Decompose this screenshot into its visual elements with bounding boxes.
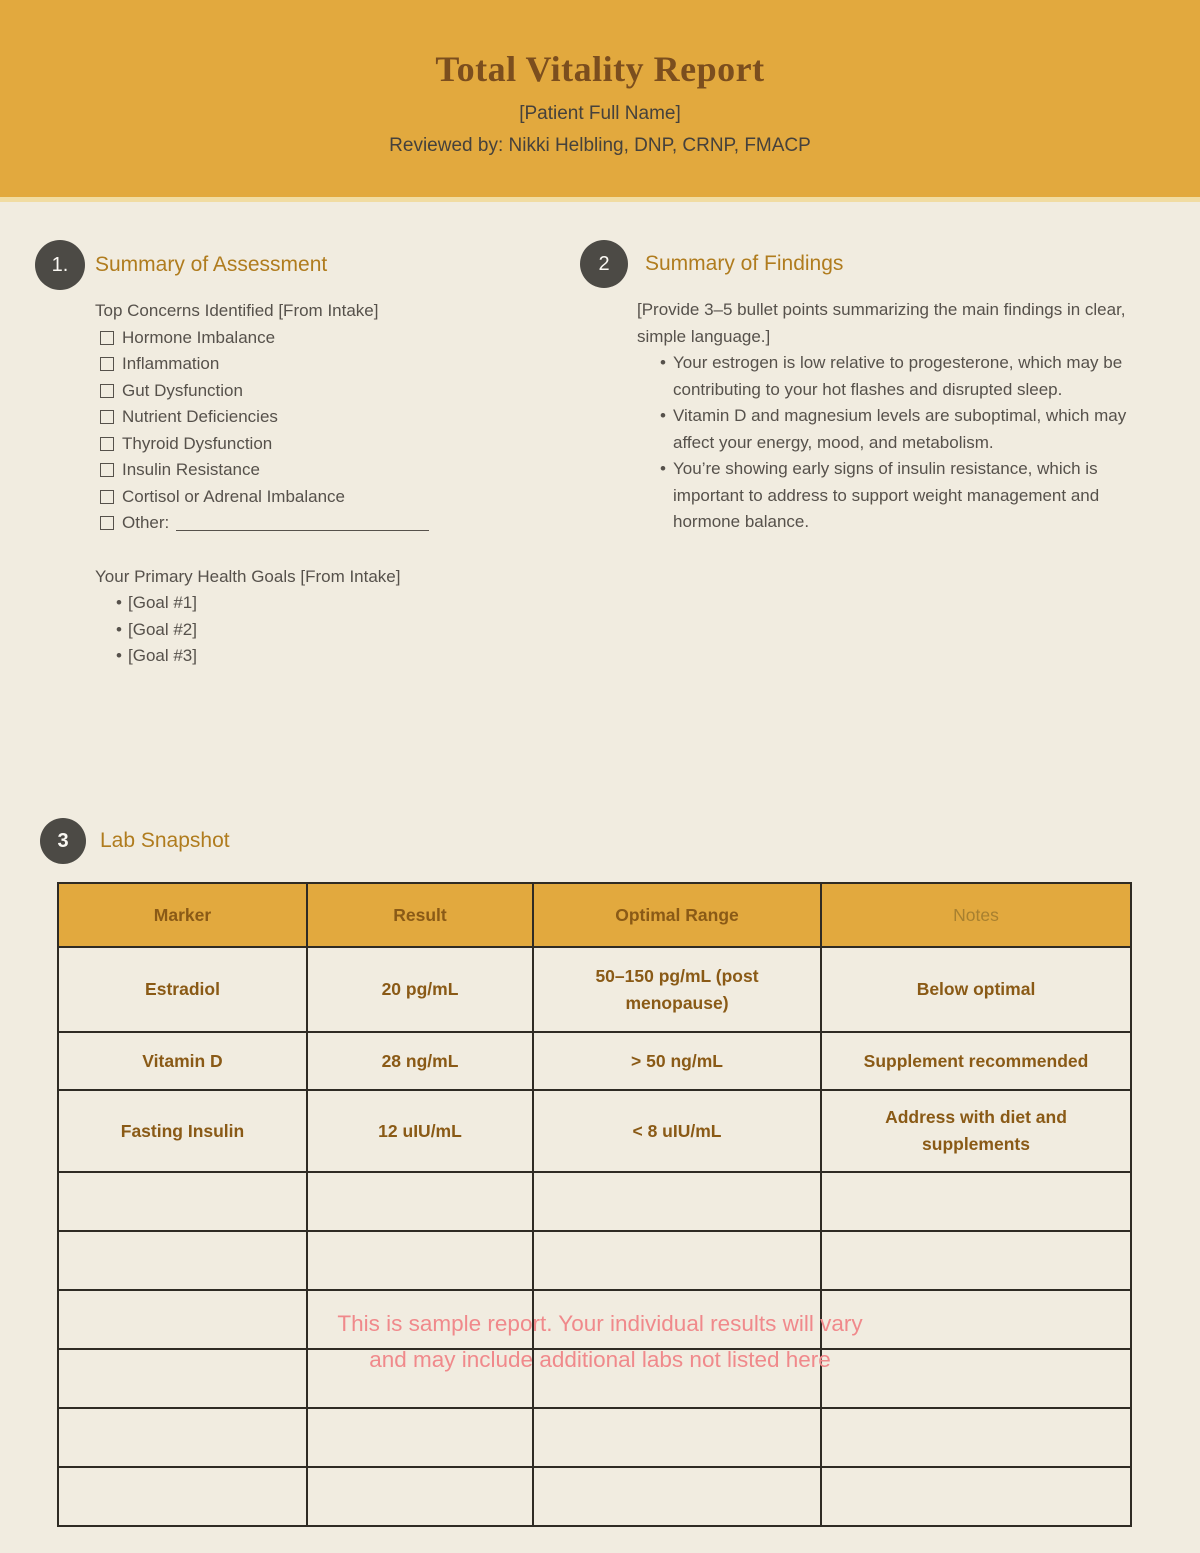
checkbox-gut-dysfunction[interactable]	[100, 384, 114, 398]
lab-snapshot-title: Lab Snapshot	[100, 829, 230, 852]
watermark-line-2: and may include additional labs not listed here	[369, 1347, 831, 1372]
section-summary-of-findings	[578, 240, 1153, 536]
concern-row	[95, 378, 560, 405]
range-cell: 50–150 pg/mL (post menopause)	[533, 947, 821, 1032]
section-lab-snapshot-heading	[40, 818, 230, 864]
result-cell: 28 ng/mL	[307, 1032, 533, 1090]
marker-cell: Fasting Insulin	[58, 1090, 307, 1172]
concern-row	[95, 404, 560, 431]
checkbox-inflammation[interactable]	[100, 357, 114, 371]
report-header	[0, 0, 1200, 202]
patient-name-placeholder: [Patient Full Name]	[519, 103, 681, 124]
empty-cell	[821, 1172, 1131, 1231]
table-row-vitamin-d	[58, 1032, 1131, 1090]
empty-cell	[307, 1349, 533, 1408]
empty-cell	[58, 1349, 307, 1408]
empty-cell	[821, 1290, 1131, 1349]
empty-cell	[821, 1231, 1131, 1290]
table-row-empty	[58, 1467, 1131, 1526]
notes-cell: Below optimal	[821, 947, 1131, 1032]
checkbox-cortisol-adrenal-imbalance[interactable]	[100, 490, 114, 504]
column-header-marker: Marker	[58, 883, 307, 947]
concern-row	[95, 351, 560, 378]
goal-label: [Goal #3]	[128, 646, 197, 665]
other-fill-in-line[interactable]	[176, 515, 429, 531]
empty-cell	[821, 1467, 1131, 1526]
findings-heading	[578, 240, 1153, 288]
goal-item	[95, 590, 560, 617]
concern-label: Thyroid Dysfunction	[122, 433, 273, 453]
empty-cell	[58, 1290, 307, 1349]
goal-label: [Goal #1]	[128, 593, 197, 612]
concern-row	[95, 484, 560, 511]
bullet-icon: •	[660, 406, 666, 425]
assessment-heading	[35, 240, 560, 290]
finding-text: Your estrogen is low relative to progesterone, which may be contributing to your hot flashes and disrupted sleep.	[673, 353, 1123, 399]
empty-cell	[307, 1172, 533, 1231]
concern-label: Gut Dysfunction	[122, 380, 243, 400]
section-summary-of-assessment	[35, 240, 560, 670]
finding-text: You’re showing early signs of insulin resistance, which is important to address to support weight management and hormone balance.	[673, 459, 1100, 531]
watermark-line-1: This is sample report. Your individual results will vary	[337, 1311, 863, 1336]
concern-label: Cortisol or Adrenal Imbalance	[122, 486, 346, 506]
bullet-icon: •	[116, 593, 122, 612]
goals-heading: Your Primary Health Goals [From Intake]	[95, 566, 401, 586]
assessment-title: Summary of Assessment	[95, 253, 328, 276]
finding-item	[637, 403, 1129, 456]
findings-title: Summary of Findings	[645, 252, 844, 275]
concern-row-other	[95, 510, 560, 537]
notes-cell: Address with diet and supplements	[821, 1090, 1131, 1172]
goal-item	[95, 643, 560, 670]
lab-table-header-row	[58, 883, 1131, 947]
report-title: Total Vitality Report	[435, 49, 765, 89]
finding-item	[637, 350, 1129, 403]
goal-label: [Goal #2]	[128, 619, 197, 639]
checkbox-insulin-resistance[interactable]	[100, 463, 114, 477]
findings-body	[637, 297, 1129, 536]
empty-cell	[821, 1408, 1131, 1467]
empty-cell	[533, 1231, 821, 1290]
checkbox-hormone-imbalance[interactable]	[100, 331, 114, 345]
column-header-notes: Notes	[821, 883, 1131, 947]
empty-cell	[307, 1231, 533, 1290]
concern-row	[95, 431, 560, 458]
result-cell: 12 uIU/mL	[307, 1090, 533, 1172]
empty-cell	[58, 1408, 307, 1467]
findings-intro: [Provide 3–5 bullet points summarizing the main findings in clear, simple language.]	[637, 300, 1126, 346]
section-2-number-badge: 2	[580, 240, 628, 288]
marker-cell: Vitamin D	[58, 1032, 307, 1090]
empty-cell	[533, 1172, 821, 1231]
reviewed-by-line: Reviewed by: Nikki Helbling, DNP, CRNP, FMACP	[389, 135, 811, 156]
empty-cell	[307, 1467, 533, 1526]
checkbox-other[interactable]	[100, 516, 114, 530]
table-row-fasting-insulin	[58, 1090, 1131, 1172]
concerns-heading: Top Concerns Identified [From Intake]	[95, 301, 379, 320]
other-label: Other:	[122, 513, 170, 532]
bullet-icon: •	[116, 646, 122, 665]
empty-cell	[533, 1467, 821, 1526]
section-3-number-badge: 3	[40, 818, 86, 864]
column-header-result: Result	[307, 883, 533, 947]
table-row-empty	[58, 1231, 1131, 1290]
table-row-empty	[58, 1349, 1131, 1408]
concern-label: Hormone Imbalance	[122, 327, 276, 347]
concern-label: Insulin Resistance	[122, 460, 260, 479]
empty-cell	[533, 1408, 821, 1467]
marker-cell: Estradiol	[58, 947, 307, 1032]
empty-cell	[58, 1231, 307, 1290]
empty-cell	[533, 1290, 821, 1349]
concern-row	[95, 457, 560, 484]
goal-item	[95, 617, 560, 644]
column-header-optimal-range: Optimal Range	[533, 883, 821, 947]
checkbox-nutrient-deficiencies[interactable]	[100, 410, 114, 424]
table-row-empty	[58, 1172, 1131, 1231]
bullet-icon: •	[660, 353, 666, 372]
empty-cell	[307, 1290, 533, 1349]
lab-results-table	[57, 882, 1132, 1527]
section-1-number-badge: 1.	[35, 240, 85, 290]
empty-cell	[58, 1172, 307, 1231]
table-row-empty	[58, 1290, 1131, 1349]
bullet-icon: •	[660, 459, 666, 478]
table-row-empty	[58, 1408, 1131, 1467]
concern-label: Inflammation	[122, 354, 220, 373]
range-cell: > 50 ng/mL	[533, 1032, 821, 1090]
result-cell: 20 pg/mL	[307, 947, 533, 1032]
empty-cell	[58, 1467, 307, 1526]
concern-row	[95, 325, 560, 352]
finding-item	[637, 456, 1129, 536]
table-row-estradiol	[58, 947, 1131, 1032]
empty-cell	[307, 1408, 533, 1467]
empty-cell	[821, 1349, 1131, 1408]
assessment-body	[95, 298, 560, 670]
range-cell: < 8 uIU/mL	[533, 1090, 821, 1172]
concern-label: Nutrient Deficiencies	[122, 407, 278, 426]
finding-text: Vitamin D and magnesium levels are suboptimal, which may affect your energy, mood, and metabolism.	[673, 406, 1127, 452]
checkbox-thyroid-dysfunction[interactable]	[100, 437, 114, 451]
bullet-icon: •	[116, 619, 122, 639]
notes-cell: Supplement recommended	[821, 1032, 1131, 1090]
empty-cell	[533, 1349, 821, 1408]
